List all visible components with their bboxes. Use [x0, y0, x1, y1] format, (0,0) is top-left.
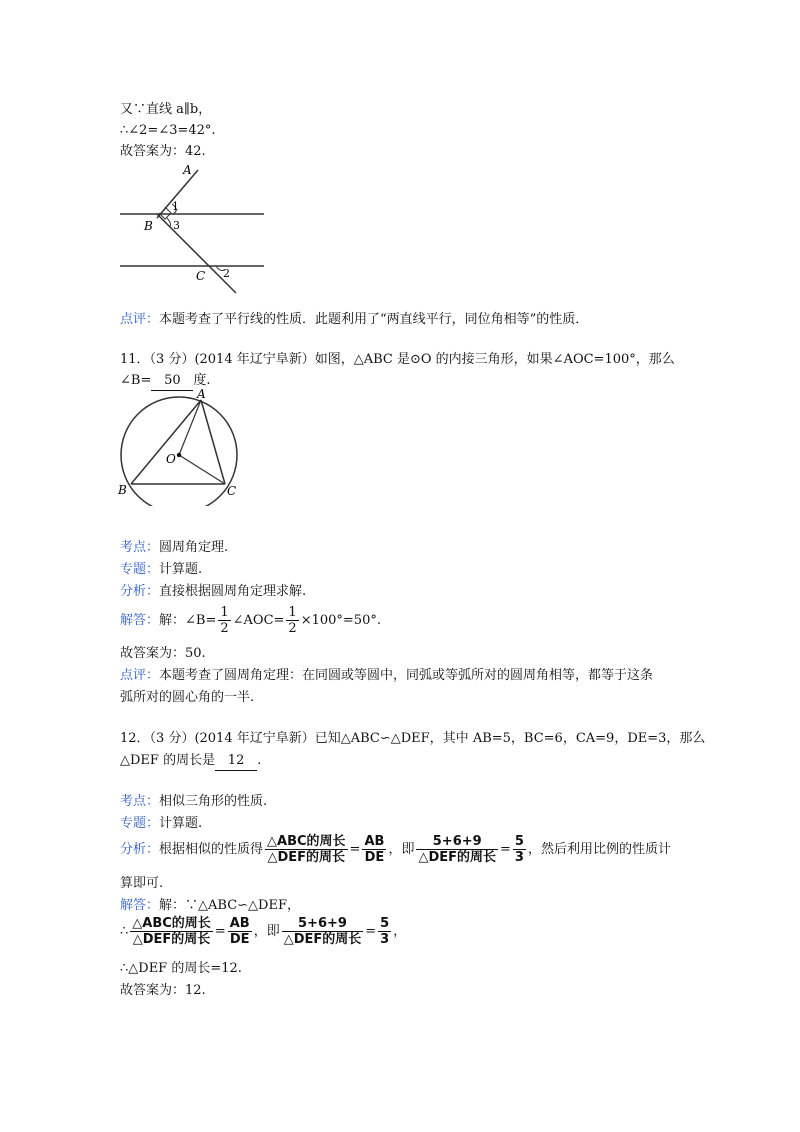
- answer-blank: 50: [151, 372, 193, 391]
- answer-line: 故答案为：50.: [120, 646, 206, 661]
- pingping-text: 本题考查了圆周角定理：在同圆或等圆中，同弧或等弧所对的圆周角相等，都等于这条: [159, 668, 654, 683]
- angle-label-1: 1: [172, 200, 179, 213]
- fraction-half: $\frac{1}{2}$: [220, 605, 229, 636]
- kaodian-label: 考点：: [120, 540, 160, 555]
- zhuanti-text: 计算题.: [159, 816, 203, 831]
- kaodian-line: [120, 793, 267, 811]
- answer-suffix: 度.: [193, 373, 211, 388]
- perimeter-line: ∴△DEF 的周长=12.: [120, 961, 242, 976]
- circle-triangle-figure: [112, 386, 247, 506]
- fenxi-line: 分析：根据相似的性质得 $\frac{\text{△ABC的周长}}{\text{△DEF的周长}}$ = $\frac{AB}{DE}$ ，即 $\frac{5+6+9}{\text{△DEF的周长}}$ = $\frac{5}{3}$ ，然后利用比例的性质计: [120, 834, 671, 865]
- comment-text: 本题考查了平行线的性质．此题利用了“两直线平行，同位角相等”的性质．: [159, 312, 589, 327]
- fraction-ab-de: $\frac{AB}{DE}$: [229, 916, 250, 947]
- pingping-line-2: 弧所对的圆心角的一半.: [120, 690, 255, 705]
- jieda-line: [120, 604, 381, 638]
- parallel-lines-figure: [110, 160, 280, 300]
- fraction-perimeter-ratio: $\frac{\text{△ABC的周长}}{\text{△DEF的周长}}$: [132, 916, 211, 947]
- fenxi-text: 根据相似的性质得: [159, 842, 264, 857]
- kaodian-line: [120, 539, 228, 557]
- pingping-line: [120, 667, 653, 685]
- fenxi-text: 直接根据圆周角定理求解.: [159, 584, 307, 599]
- text-line: ∴∠2=∠3=42°.: [120, 123, 216, 138]
- answer-prefix: △DEF 的周长是: [120, 753, 216, 768]
- label-A: A: [197, 387, 206, 401]
- label-C: C: [227, 484, 237, 498]
- fraction-five-thirds: $\frac{5}{3}$: [380, 916, 390, 947]
- fenxi-line-2: 算即可.: [120, 876, 164, 891]
- fraction-ab-de: $\frac{AB}{DE}$: [364, 834, 385, 865]
- question-11: 11．（3 分）(2014 年辽宁阜新）如图，△ABC 是⊙O 的内接三角形，如果∠AOC=100°，那么: [120, 352, 675, 367]
- jieda-label: 解答：: [120, 613, 160, 628]
- question-12-answer-line: [120, 752, 261, 771]
- angle-label-2: 2: [223, 267, 230, 280]
- jieda-ratio-line: ∴ $\frac{\text{△ABC的周长}}{\text{△DEF的周长}}$ = $\frac{AB}{DE}$ ，即 $\frac{5+6+9}{\text{△DEF的周长}}$ = $\frac{5}{3}$ ，: [120, 916, 407, 947]
- kaodian-text: 圆周角定理.: [159, 540, 229, 555]
- text-line: 又∵直线 a∥b，: [120, 102, 212, 117]
- text-line: 故答案为：42.: [120, 144, 206, 159]
- zhuanti-label: 专题：: [120, 816, 160, 831]
- label-O: O: [166, 452, 176, 466]
- answer-suffix: .: [257, 753, 262, 768]
- comment-label: 点评：: [120, 312, 160, 327]
- fenxi-line: [120, 583, 306, 601]
- zhuanti-label: 专题：: [120, 562, 160, 577]
- label-B: B: [118, 483, 127, 497]
- fraction-perimeter-ratio: $\frac{\text{△ABC的周长}}{\text{△DEF的周长}}$: [267, 834, 346, 865]
- fenxi-label: 分析：: [120, 842, 160, 857]
- fraction-half: $\frac{1}{2}$: [288, 605, 297, 636]
- zhuanti-text: 计算题.: [159, 562, 203, 577]
- jieda-mid: ∠AOC=: [232, 613, 285, 628]
- jieda-end: ×100°=50°.: [300, 613, 381, 628]
- angle-label-3: 3: [173, 219, 180, 232]
- label-C: C: [196, 269, 206, 283]
- fenxi-label: 分析：: [120, 584, 160, 599]
- jieda-text: 解：∵△ABC∽△DEF，: [159, 898, 300, 913]
- label-B: B: [144, 219, 153, 233]
- jieda-label: 解答：: [120, 898, 160, 913]
- kaodian-text: 相似三角形的性质.: [159, 794, 268, 809]
- fraction-sum: $\frac{5+6+9}{\text{△DEF的周长}}$: [283, 916, 362, 947]
- answer-prefix: ∠B=: [120, 373, 152, 388]
- fraction-sum: $\frac{5+6+9}{\text{△DEF的周长}}$: [418, 834, 497, 865]
- zhuanti-line: [120, 815, 202, 833]
- jieda-text: 解：∠B=: [159, 613, 217, 628]
- answer-blank: 12: [215, 752, 257, 771]
- zhuanti-line: [120, 561, 202, 579]
- label-A: A: [183, 163, 192, 177]
- pingping-label: 点评：: [120, 668, 160, 683]
- question-12: 12．（3 分）(2014 年辽宁阜新）已知△ABC∽△DEF，其中 AB=5，BC=6，CA=9，DE=3，那么: [120, 731, 706, 746]
- comment-line: [120, 311, 588, 329]
- answer-line: 故答案为：12.: [120, 983, 206, 998]
- kaodian-label: 考点：: [120, 794, 160, 809]
- fraction-five-thirds: $\frac{5}{3}$: [514, 834, 524, 865]
